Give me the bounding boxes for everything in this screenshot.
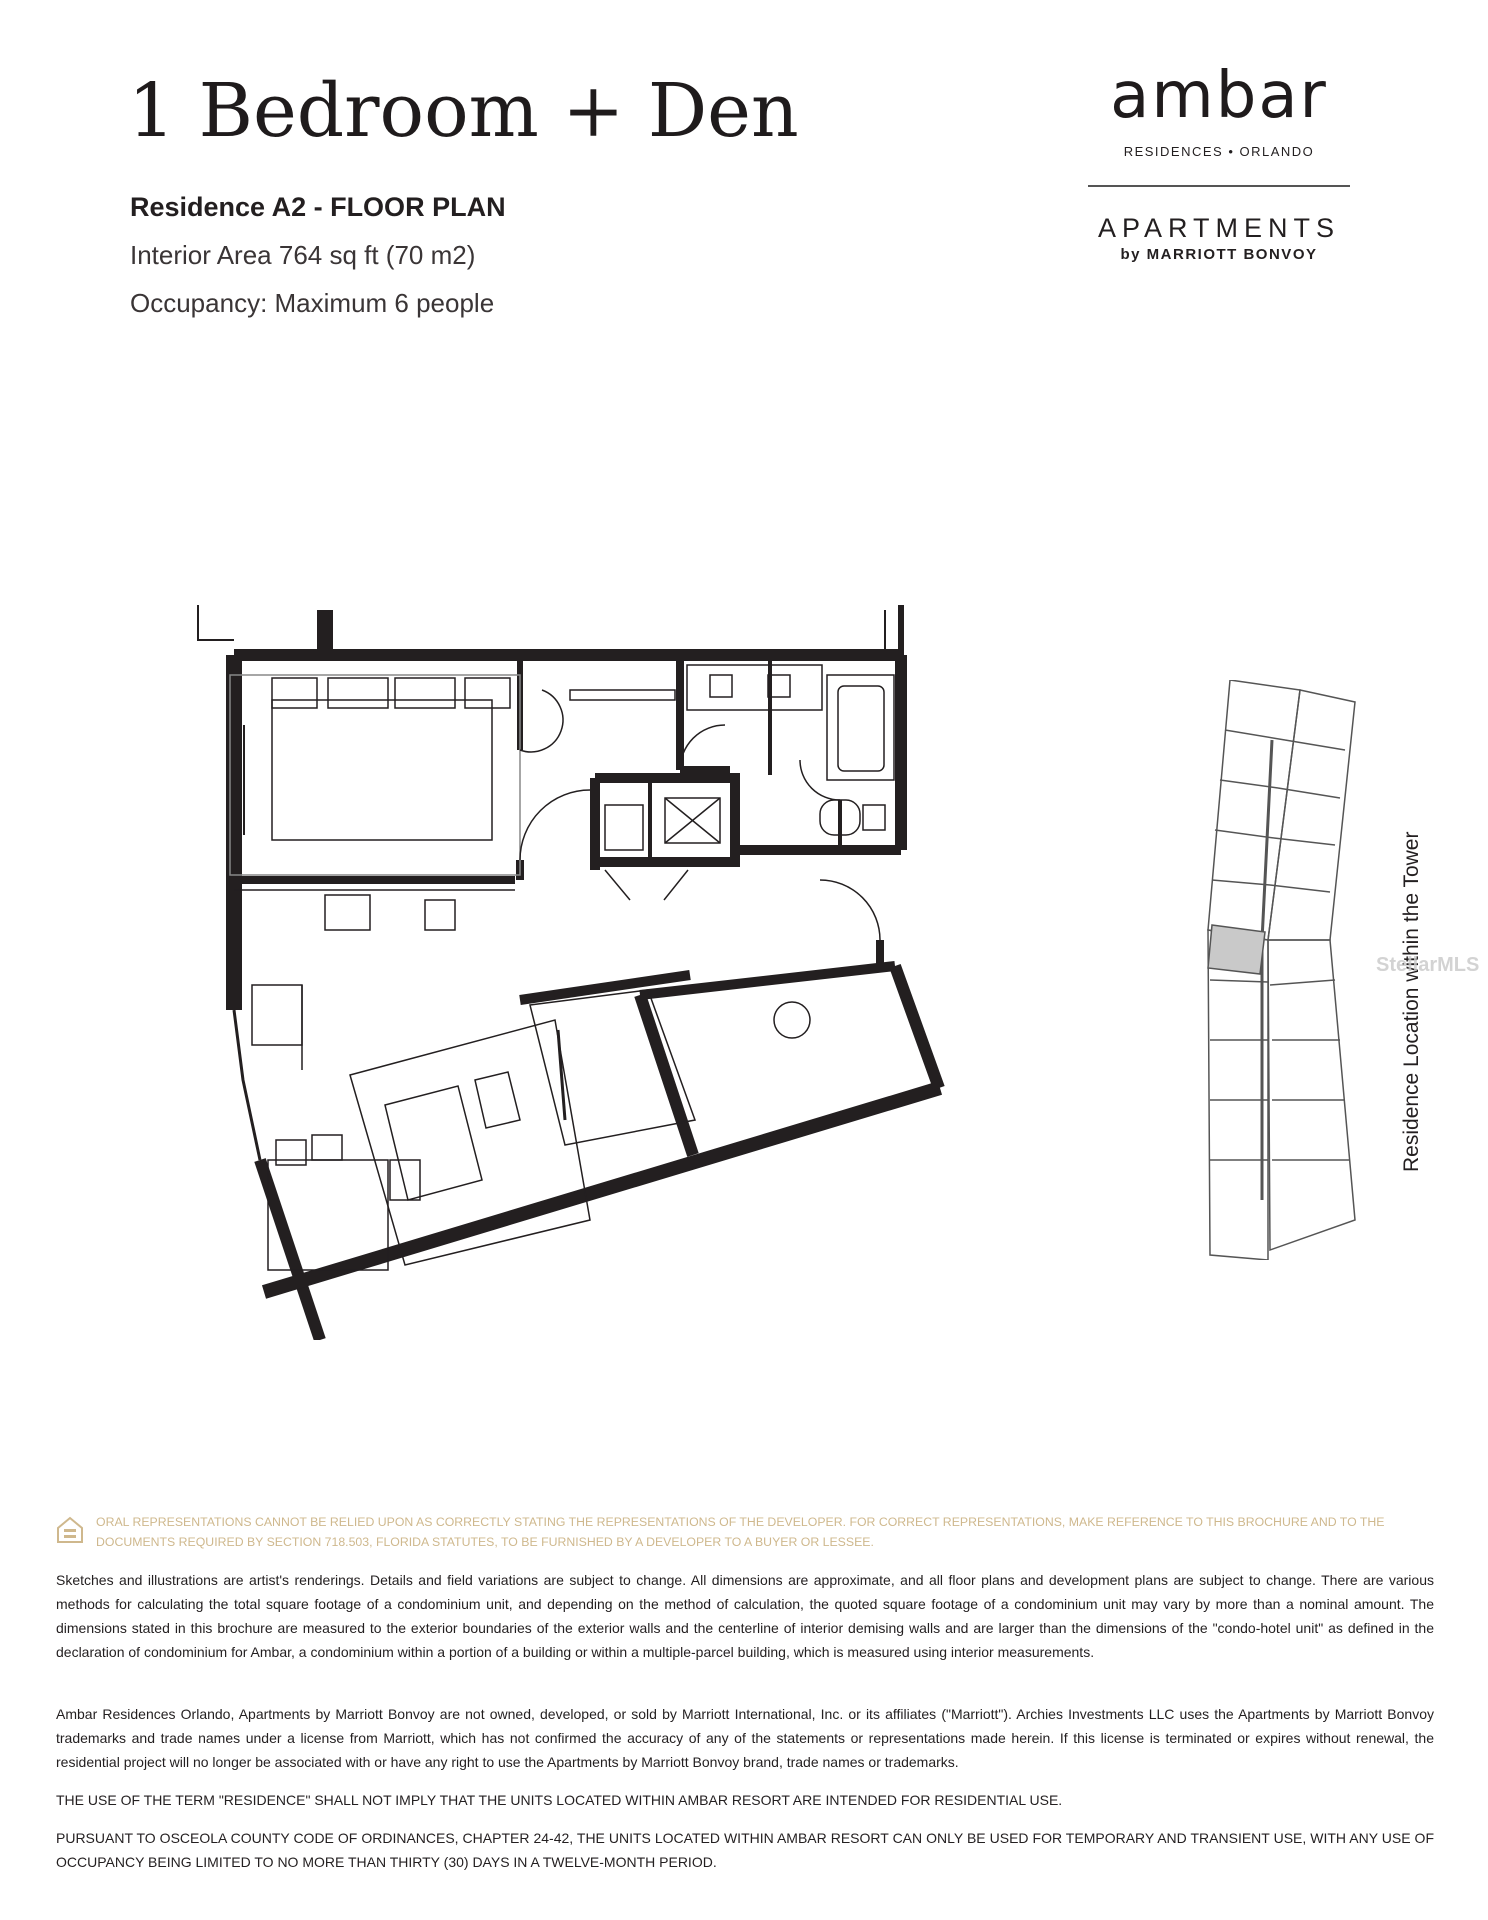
residence-subtitle: Residence A2 - FLOOR PLAN — [130, 192, 506, 222]
brand-logo — [1088, 60, 1350, 263]
oral-representations-notice: ORAL REPRESENTATIONS CANNOT BE RELIED UPON AS CORRECTLY STATING THE REPRESENTATIONS OF THE DEVELOPER. FOR CORRECT REPRESENTATIONS, MAKE REFERENCE TO THIS BROCHURE AND TO THE DOCUMENTS REQUIRED BY SECTION 718.503, FLORIDA STATUTES, TO BE FURNISHED BY A DEVELOPER TO A BUYER OR LESSEE. — [96, 1515, 1385, 1549]
brand-by-line: by MARRIOTT BONVOY — [1120, 246, 1318, 263]
disclaimer-paragraph: Sketches and illustrations are artist's renderings. Details and field variations are subject to change. All dimensions are approximate, and all floor plans and development plans are subject to change. There are various methods for calculating the total square footage of a condominium unit, and depending on the method of calculation, the quoted square footage of a condominium unit may vary by more than a nominal amount. The dimensions stated in this brochure are measured to the exterior boundaries of the exterior walls and the centerline of interior demising walls and are larger than the dimensions of the "condo-hotel unit" as defined in the declaration of condominium for Ambar, a condominium within a portion of a building or within a multiple-parcel building, which is measured using interior measurements. — [56, 1572, 1434, 1660]
brand-apartments: APARTMENTS — [1097, 213, 1341, 243]
occupancy: Occupancy: Maximum 6 people — [130, 288, 495, 318]
tower-locator-map — [1190, 680, 1370, 1260]
page-title: 1 Bedroom + Den — [128, 68, 799, 154]
floor-plan-drawing — [190, 600, 970, 1340]
mls-watermark: StellarMLS — [1376, 954, 1480, 976]
brand-subtitle: RESIDENCES • ORLANDO — [1123, 144, 1315, 159]
interior-area: Interior Area 764 sq ft (70 m2) — [130, 240, 476, 270]
disclaimer-paragraph: THE USE OF THE TERM "RESIDENCE" SHALL NOT IMPLY THAT THE UNITS LOCATED WITHIN AMBAR RESORT ARE INTENDED FOR RESIDENTIAL USE. — [56, 1792, 1063, 1808]
locator-label: Residence Location within the Tower — [1400, 831, 1423, 1172]
brand-name: ambar — [1110, 59, 1328, 133]
disclaimer-paragraph: Ambar Residences Orlando, Apartments by Marriott Bonvoy are not owned, developed, or sold by Marriott International, Inc. or its affiliates ("Marriott"). Archies Investments LLC uses the Apartments by Marriott Bonvoy trademarks and trade names under a license from Marriott, which has not confirmed the accuracy of any of the statements or representations made herein. If this license is terminated or expires without renewal, the residential project will no longer be associated with or have any right to use the Apartments by Marriott Bonvoy brand, trade names or trademarks. — [56, 1706, 1434, 1770]
disclaimer-paragraph: PURSUANT TO OSCEOLA COUNTY CODE OF ORDINANCES, CHAPTER 24-42, THE UNITS LOCATED WITHIN AMBAR RESORT CAN ONLY BE USED FOR TEMPORARY AND TRANSIENT USE, WITH ANY USE OF OCCUPANCY BEING LIMITED TO NO MORE THAN THIRTY (30) DAYS IN A TWELVE-MONTH PERIOD. — [56, 1830, 1434, 1870]
highlighted-residence — [1208, 925, 1265, 974]
equal-housing-icon — [54, 1514, 86, 1546]
brand-divider — [1088, 185, 1350, 187]
